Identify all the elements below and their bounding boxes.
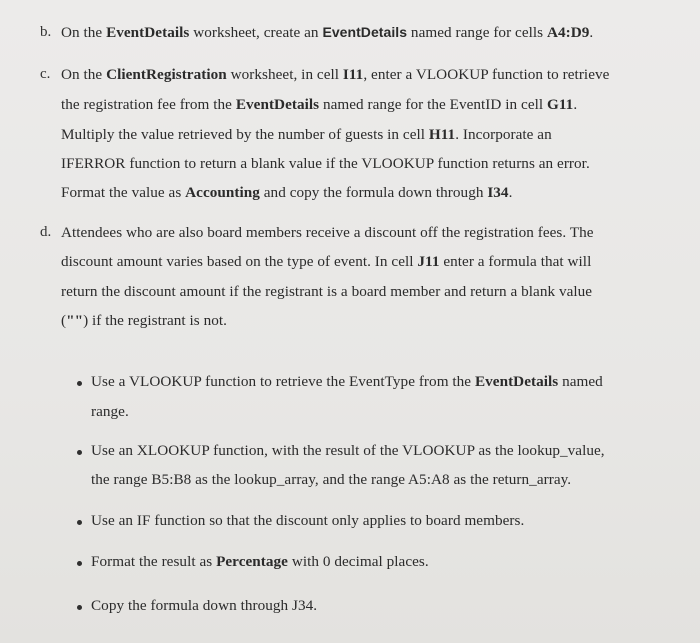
item-c-marker: c. xyxy=(40,66,51,82)
item-d-line-3: return the discount amount if the registrant is a board member and return a blank value xyxy=(61,283,593,300)
bullet-dot-icon xyxy=(77,520,82,525)
item-c-line-5: Format the value as Accounting and copy the formula down through I34. xyxy=(61,184,513,201)
bullet-dot-icon xyxy=(77,605,82,610)
item-b-line-1: On the EventDetails worksheet, create an EventDetails named range for cells A4:D9. xyxy=(61,24,594,41)
item-d-line-1: Attendees who are also board members receive a discount off the registration fees. The xyxy=(61,224,594,241)
bullet-dot-icon xyxy=(77,450,82,455)
bullet-dot-icon xyxy=(77,561,82,566)
item-c-line-3: Multiply the value retrieved by the number of guests in cell H11. Incorporate an xyxy=(61,126,552,143)
bullet-1-line-2: range. xyxy=(91,403,129,420)
item-c-line-4: IFERROR function to return a blank value if the VLOOKUP function returns an error. xyxy=(61,155,590,172)
bullet-2-line-1: Use an XLOOKUP function, with the result of the VLOOKUP as the lookup_value, xyxy=(91,442,605,459)
bullet-dot-icon xyxy=(77,381,82,386)
item-c-line-2: the registration fee from the EventDetails named range for the EventID in cell G11. xyxy=(61,96,578,113)
bullet-3-line-1: Use an IF function so that the discount only applies to board members. xyxy=(91,512,525,529)
bullet-2-line-2: the range B5:B8 as the lookup_array, and the range A5:A8 as the return_array. xyxy=(91,471,572,488)
bullet-1-line-1: Use a VLOOKUP function to retrieve the EventType from the EventDetails named xyxy=(91,373,603,390)
bullet-4-line-1: Format the result as Percentage with 0 decimal places. xyxy=(91,553,429,570)
bullet-5-line-1: Copy the formula down through J34. xyxy=(91,597,318,614)
item-d-marker: d. xyxy=(40,224,52,240)
item-d-line-4: ("") if the registrant is not. xyxy=(61,312,227,329)
item-d-line-2: discount amount varies based on the type of event. In cell J11 enter a formula that will xyxy=(61,253,592,270)
item-c-line-1: On the ClientRegistration worksheet, in cell I11, enter a VLOOKUP function to retrieve xyxy=(61,66,610,83)
item-b-marker: b. xyxy=(40,24,52,40)
